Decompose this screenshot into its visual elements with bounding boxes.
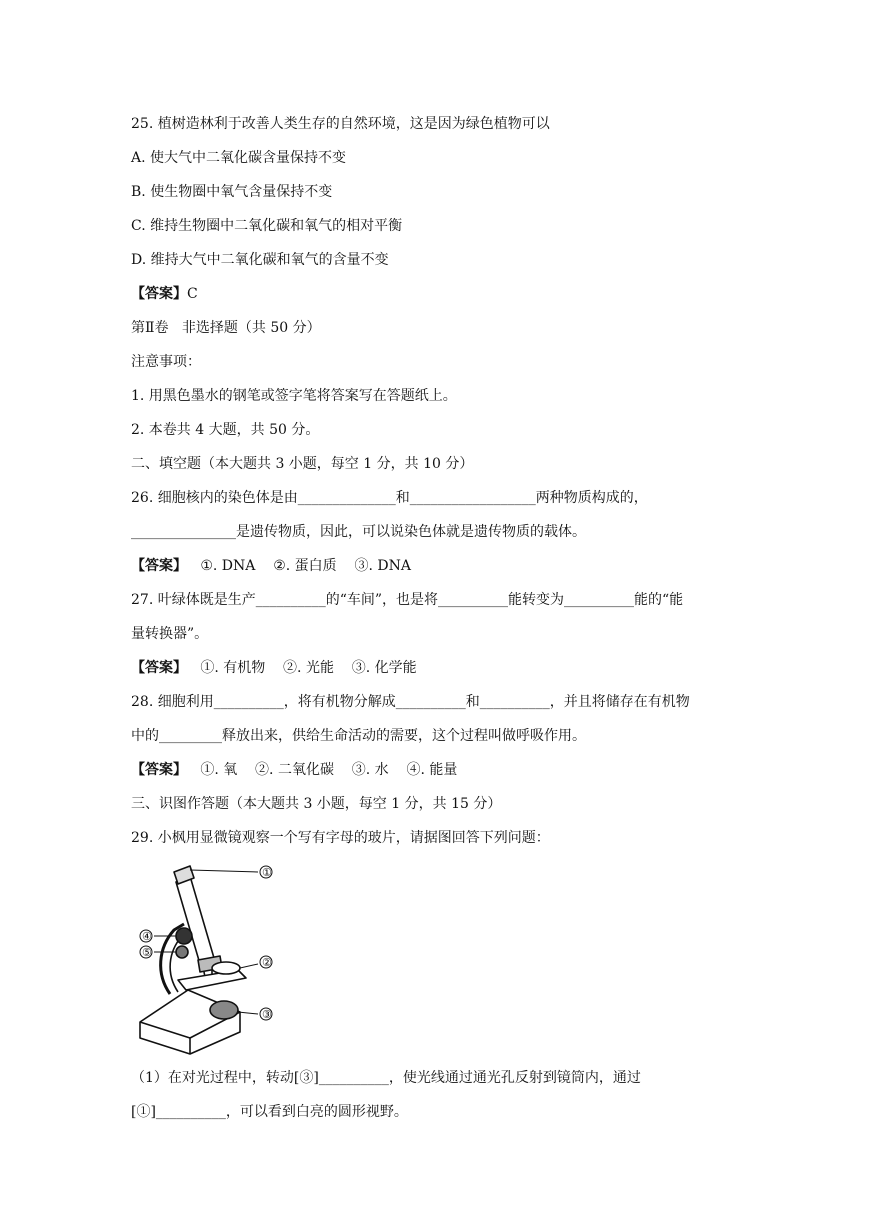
q28-answer [131, 760, 457, 780]
figure-label-5: ⑤ [142, 946, 152, 959]
q25-option-c: C. 维持生物圈中二氧化碳和氧气的相对平衡 [131, 218, 403, 234]
notes-title: 注意事项： [131, 354, 201, 370]
q27-line2: 量转换器”。 [131, 626, 209, 642]
answer-label: 【答案】 [131, 762, 187, 778]
answer-label: 【答案】 [131, 286, 187, 302]
q28-line2: 中的_________释放出来，供给生命活动的需要，这个过程叫做呼吸作用。 [131, 728, 586, 744]
section2-title: 二、填空题（本大题共 3 小题，每空 1 分，共 10 分） [131, 456, 474, 472]
figure-label-2: ② [262, 956, 272, 969]
q27-line1: 27. 叶绿体既是生产__________的“车间”，也是将__________能转变为__________能的“能 [131, 592, 684, 608]
answer-value: ①. 有机物 ②. 光能 ③. 化学能 [187, 660, 417, 676]
q29-stem: 29. 小枫用显微镜观察一个写有字母的玻片，请据图回答下列问题： [131, 830, 550, 846]
q25-stem: 25. 植树造林利于改善人类生存的自然环境，这是因为绿色植物可以 [131, 116, 550, 132]
answer-value: ①. DNA ②. 蛋白质 ③. DNA [187, 558, 411, 574]
q26-line2: _______________是遗传物质，因此，可以说染色体就是遗传物质的载体。 [131, 524, 586, 540]
section3-title: 三、识图作答题（本大题共 3 小题，每空 1 分，共 15 分） [131, 796, 502, 812]
q29-sub1-line1: （1）在对光过程中，转动[③]__________，使光线通过通光孔反射到镜筒内，通过 [131, 1070, 641, 1086]
figure-label-1: ① [262, 866, 272, 879]
q26-line1: 26. 细胞核内的染色体是由______________和__________________两种物质构成的， [131, 490, 648, 506]
note-2: 2. 本卷共 4 大题，共 50 分。 [131, 422, 320, 438]
microscope-figure [128, 862, 288, 1057]
figure-label-4: ④ [142, 930, 152, 943]
q25-option-d: D. 维持大气中二氧化碳和氧气的含量不变 [131, 252, 389, 268]
figure-label-3: ③ [262, 1008, 272, 1021]
answer-value: C [187, 286, 198, 302]
q25-option-b: B. 使生物圈中氧气含量保持不变 [131, 184, 333, 200]
answer-label: 【答案】 [131, 660, 187, 676]
q25-option-a: A. 使大气中二氧化碳含量保持不变 [131, 150, 347, 166]
answer-value: ①. 氧 ②. 二氧化碳 ③. 水 ④. 能量 [187, 762, 458, 778]
answer-label: 【答案】 [131, 558, 187, 574]
note-1: 1. 用黑色墨水的钢笔或签字笔将答案写在答题纸上。 [131, 388, 457, 404]
q26-answer [131, 556, 411, 576]
q25-answer [131, 284, 198, 304]
q27-answer [131, 658, 417, 678]
part2-title: 第Ⅱ卷 非选择题（共 50 分） [131, 320, 321, 336]
q29-sub1-line2: [①]__________，可以看到白亮的圆形视野。 [131, 1104, 408, 1120]
q28-line1: 28. 细胞利用__________，将有机物分解成__________和__________，并且将储存在有机物 [131, 694, 690, 710]
